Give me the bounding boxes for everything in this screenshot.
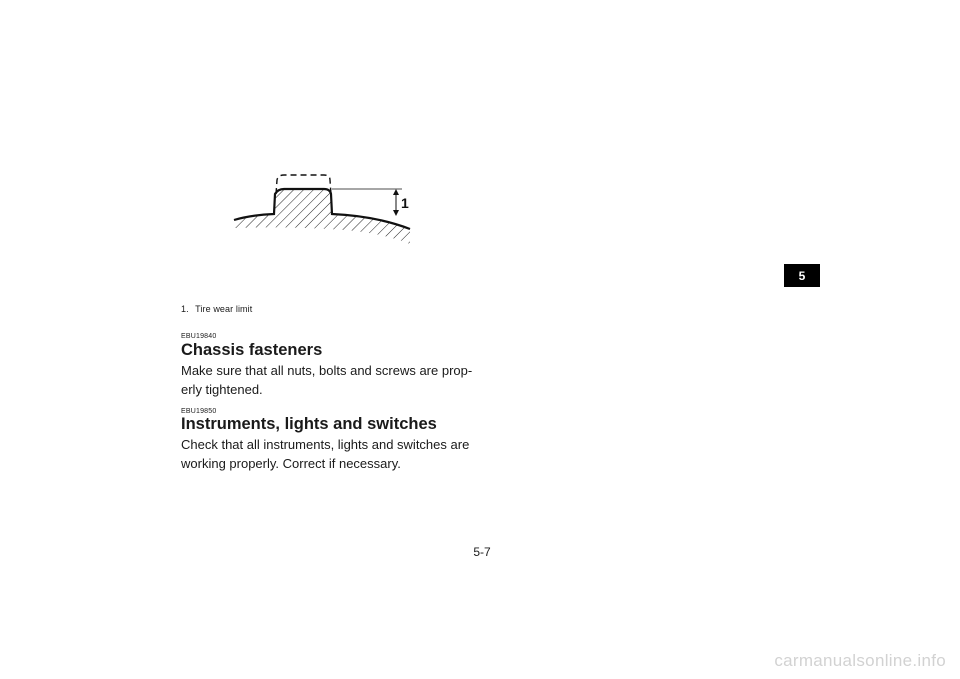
body-line: Check that all instruments, lights and switches are — [181, 437, 470, 452]
body-line: working properly. Correct if necessary. — [181, 456, 401, 471]
caption-number: 1. — [181, 304, 189, 314]
section-title-instruments: Instruments, lights and switches — [181, 415, 437, 433]
figure-caption — [181, 304, 252, 314]
figure-label: 1 — [401, 195, 409, 211]
arrow-up-icon — [393, 189, 399, 195]
page-number: 5-7 — [473, 545, 491, 559]
tire-wear-illustration — [226, 168, 416, 248]
section-body-chassis — [181, 361, 481, 399]
section-code-chassis: EBU19840 — [181, 333, 217, 340]
body-line: Make sure that all nuts, bolts and screws are prop- — [181, 363, 473, 378]
chapter-tab[interactable]: 5 — [784, 264, 820, 287]
arrow-down-icon — [393, 210, 399, 216]
body-line: erly tightened. — [181, 382, 263, 397]
caption-text: Tire wear limit — [195, 304, 253, 314]
tire-wear-diagram — [226, 168, 416, 248]
section-body-instruments — [181, 435, 481, 473]
section-code-instruments: EBU19850 — [181, 408, 217, 415]
section-title-chassis: Chassis fasteners — [181, 341, 323, 359]
watermark: carmanualsonline.info — [774, 651, 946, 670]
